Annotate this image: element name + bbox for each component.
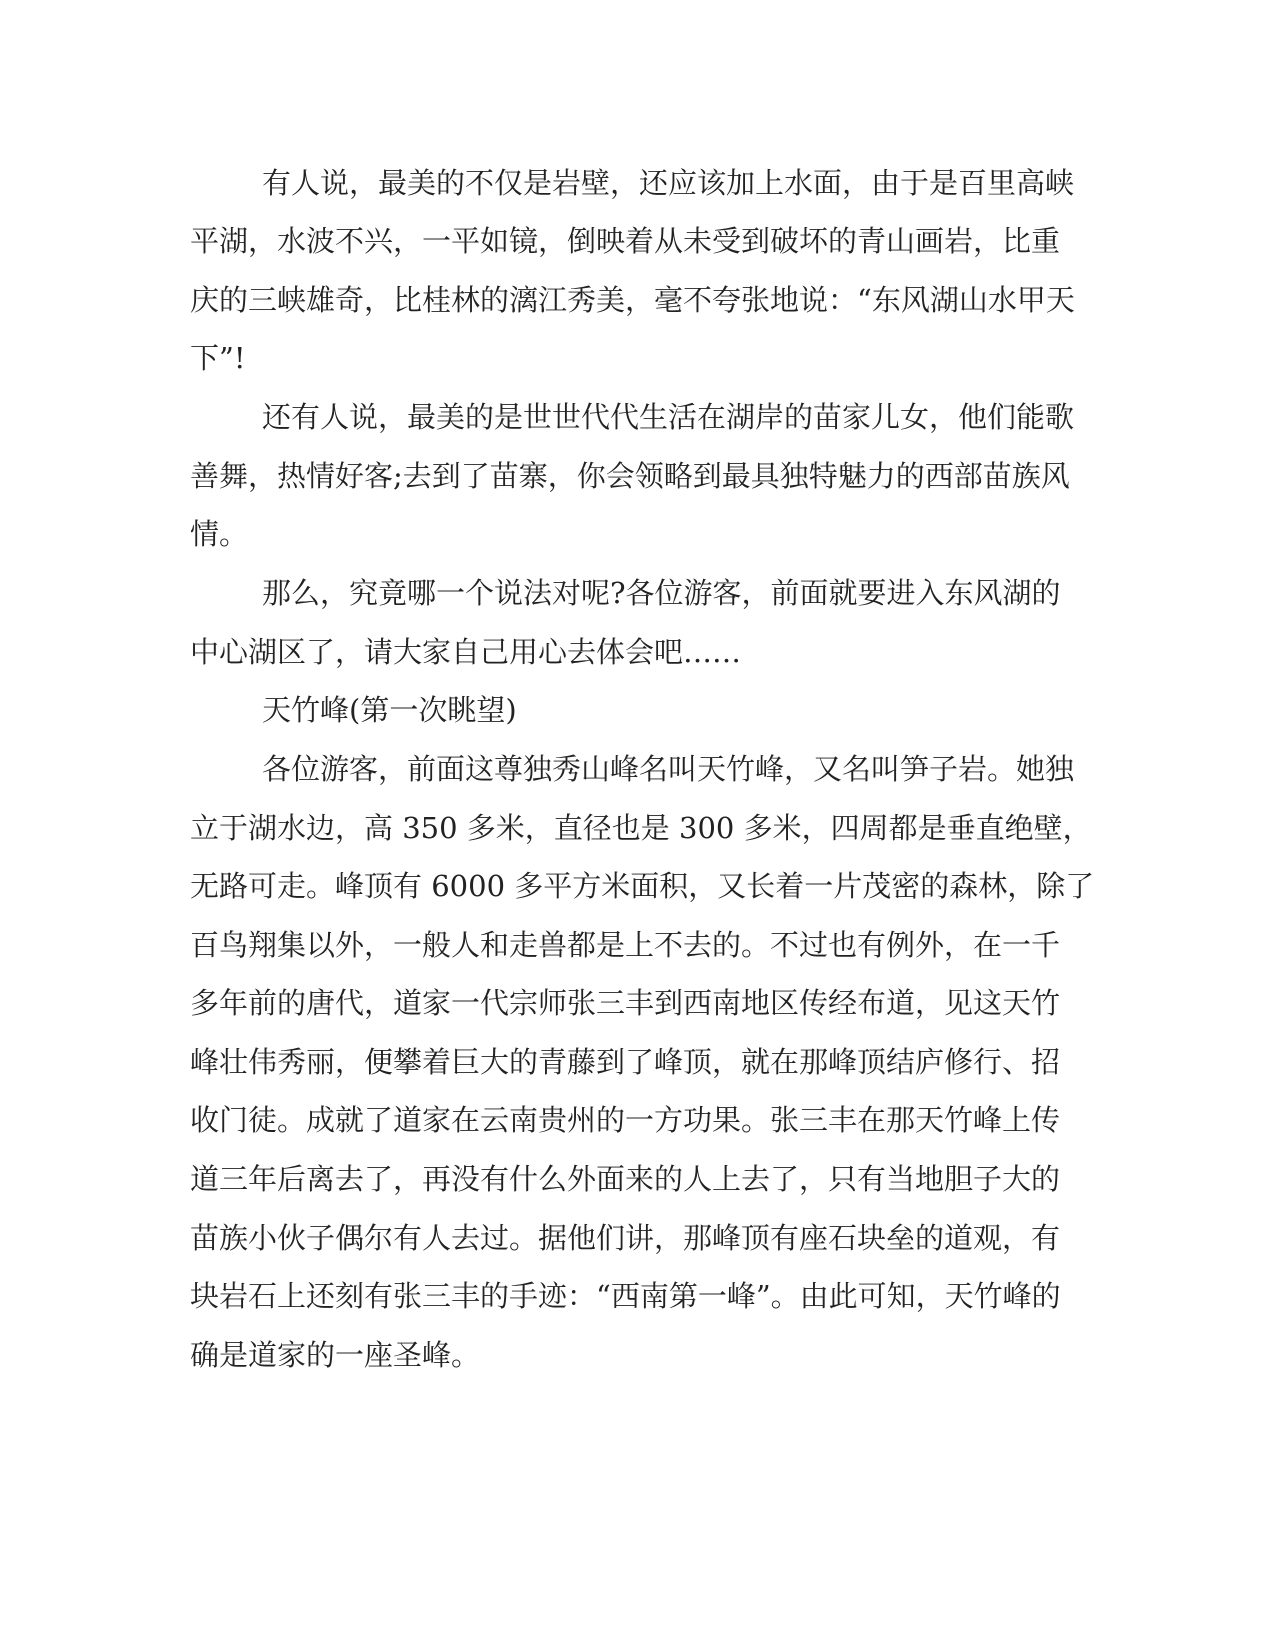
text-line: 平湖，水波不兴，一平如镜，倒映着从未受到破坏的青山画岩，比重 xyxy=(190,224,1061,258)
text-line: 峰壮伟秀丽，便攀着巨大的青藤到了峰顶，就在那峰顶结庐修行、招 xyxy=(190,1045,1061,1079)
section-heading: 天竹峰(第一次眺望) xyxy=(262,693,517,727)
text-line: 下”! xyxy=(190,341,246,375)
text-line: 中心湖区了，请大家自己用心去体会吧…… xyxy=(190,635,742,669)
text-line: 道三年后离去了，再没有什么外面来的人上去了，只有当地胆子大的 xyxy=(190,1162,1061,1196)
text-line: 块岩石上还刻有张三丰的手迹：“西南第一峰”。由此可知，天竹峰的 xyxy=(190,1279,1061,1313)
text-line: 苗族小伙子偶尔有人去过。据他们讲，那峰顶有座石块垒的道观，有 xyxy=(190,1221,1061,1255)
text-line: 庆的三峡雄奇，比桂林的漓江秀美，毫不夸张地说：“东风湖山水甲天 xyxy=(190,283,1075,317)
text-line: 那么，究竟哪一个说法对呢?各位游客，前面就要进入东风湖的 xyxy=(262,576,1061,610)
text-line: 确是道家的一座圣峰。 xyxy=(190,1338,481,1372)
text-line: 还有人说，最美的是世世代代生活在湖岸的苗家儿女，他们能歌 xyxy=(262,400,1075,434)
text-line: 立于湖水边，高 350 多米，直径也是 300 多米，四周都是垂直绝壁， xyxy=(190,811,1092,845)
text-line: 百鸟翔集以外，一般人和走兽都是上不去的。不过也有例外，在一千 xyxy=(190,928,1061,962)
text-line: 收门徒。成就了道家在云南贵州的一方功果。张三丰在那天竹峰上传 xyxy=(190,1103,1061,1137)
text-line: 有人说，最美的不仅是岩壁，还应该加上水面，由于是百里高峡 xyxy=(262,166,1075,200)
text-line: 无路可走。峰顶有 6000 多平方米面积，又长着一片茂密的森林，除了 xyxy=(190,869,1095,903)
text-line: 各位游客，前面这尊独秀山峰名叫天竹峰，又名叫笋子岩。她独 xyxy=(262,752,1075,786)
text-line: 善舞，热情好客;去到了苗寨，你会领略到最具独特魅力的西部苗族风 xyxy=(190,459,1070,493)
text-line: 情。 xyxy=(190,517,249,551)
text-line: 多年前的唐代，道家一代宗师张三丰到西南地区传经布道，见这天竹 xyxy=(190,986,1061,1020)
